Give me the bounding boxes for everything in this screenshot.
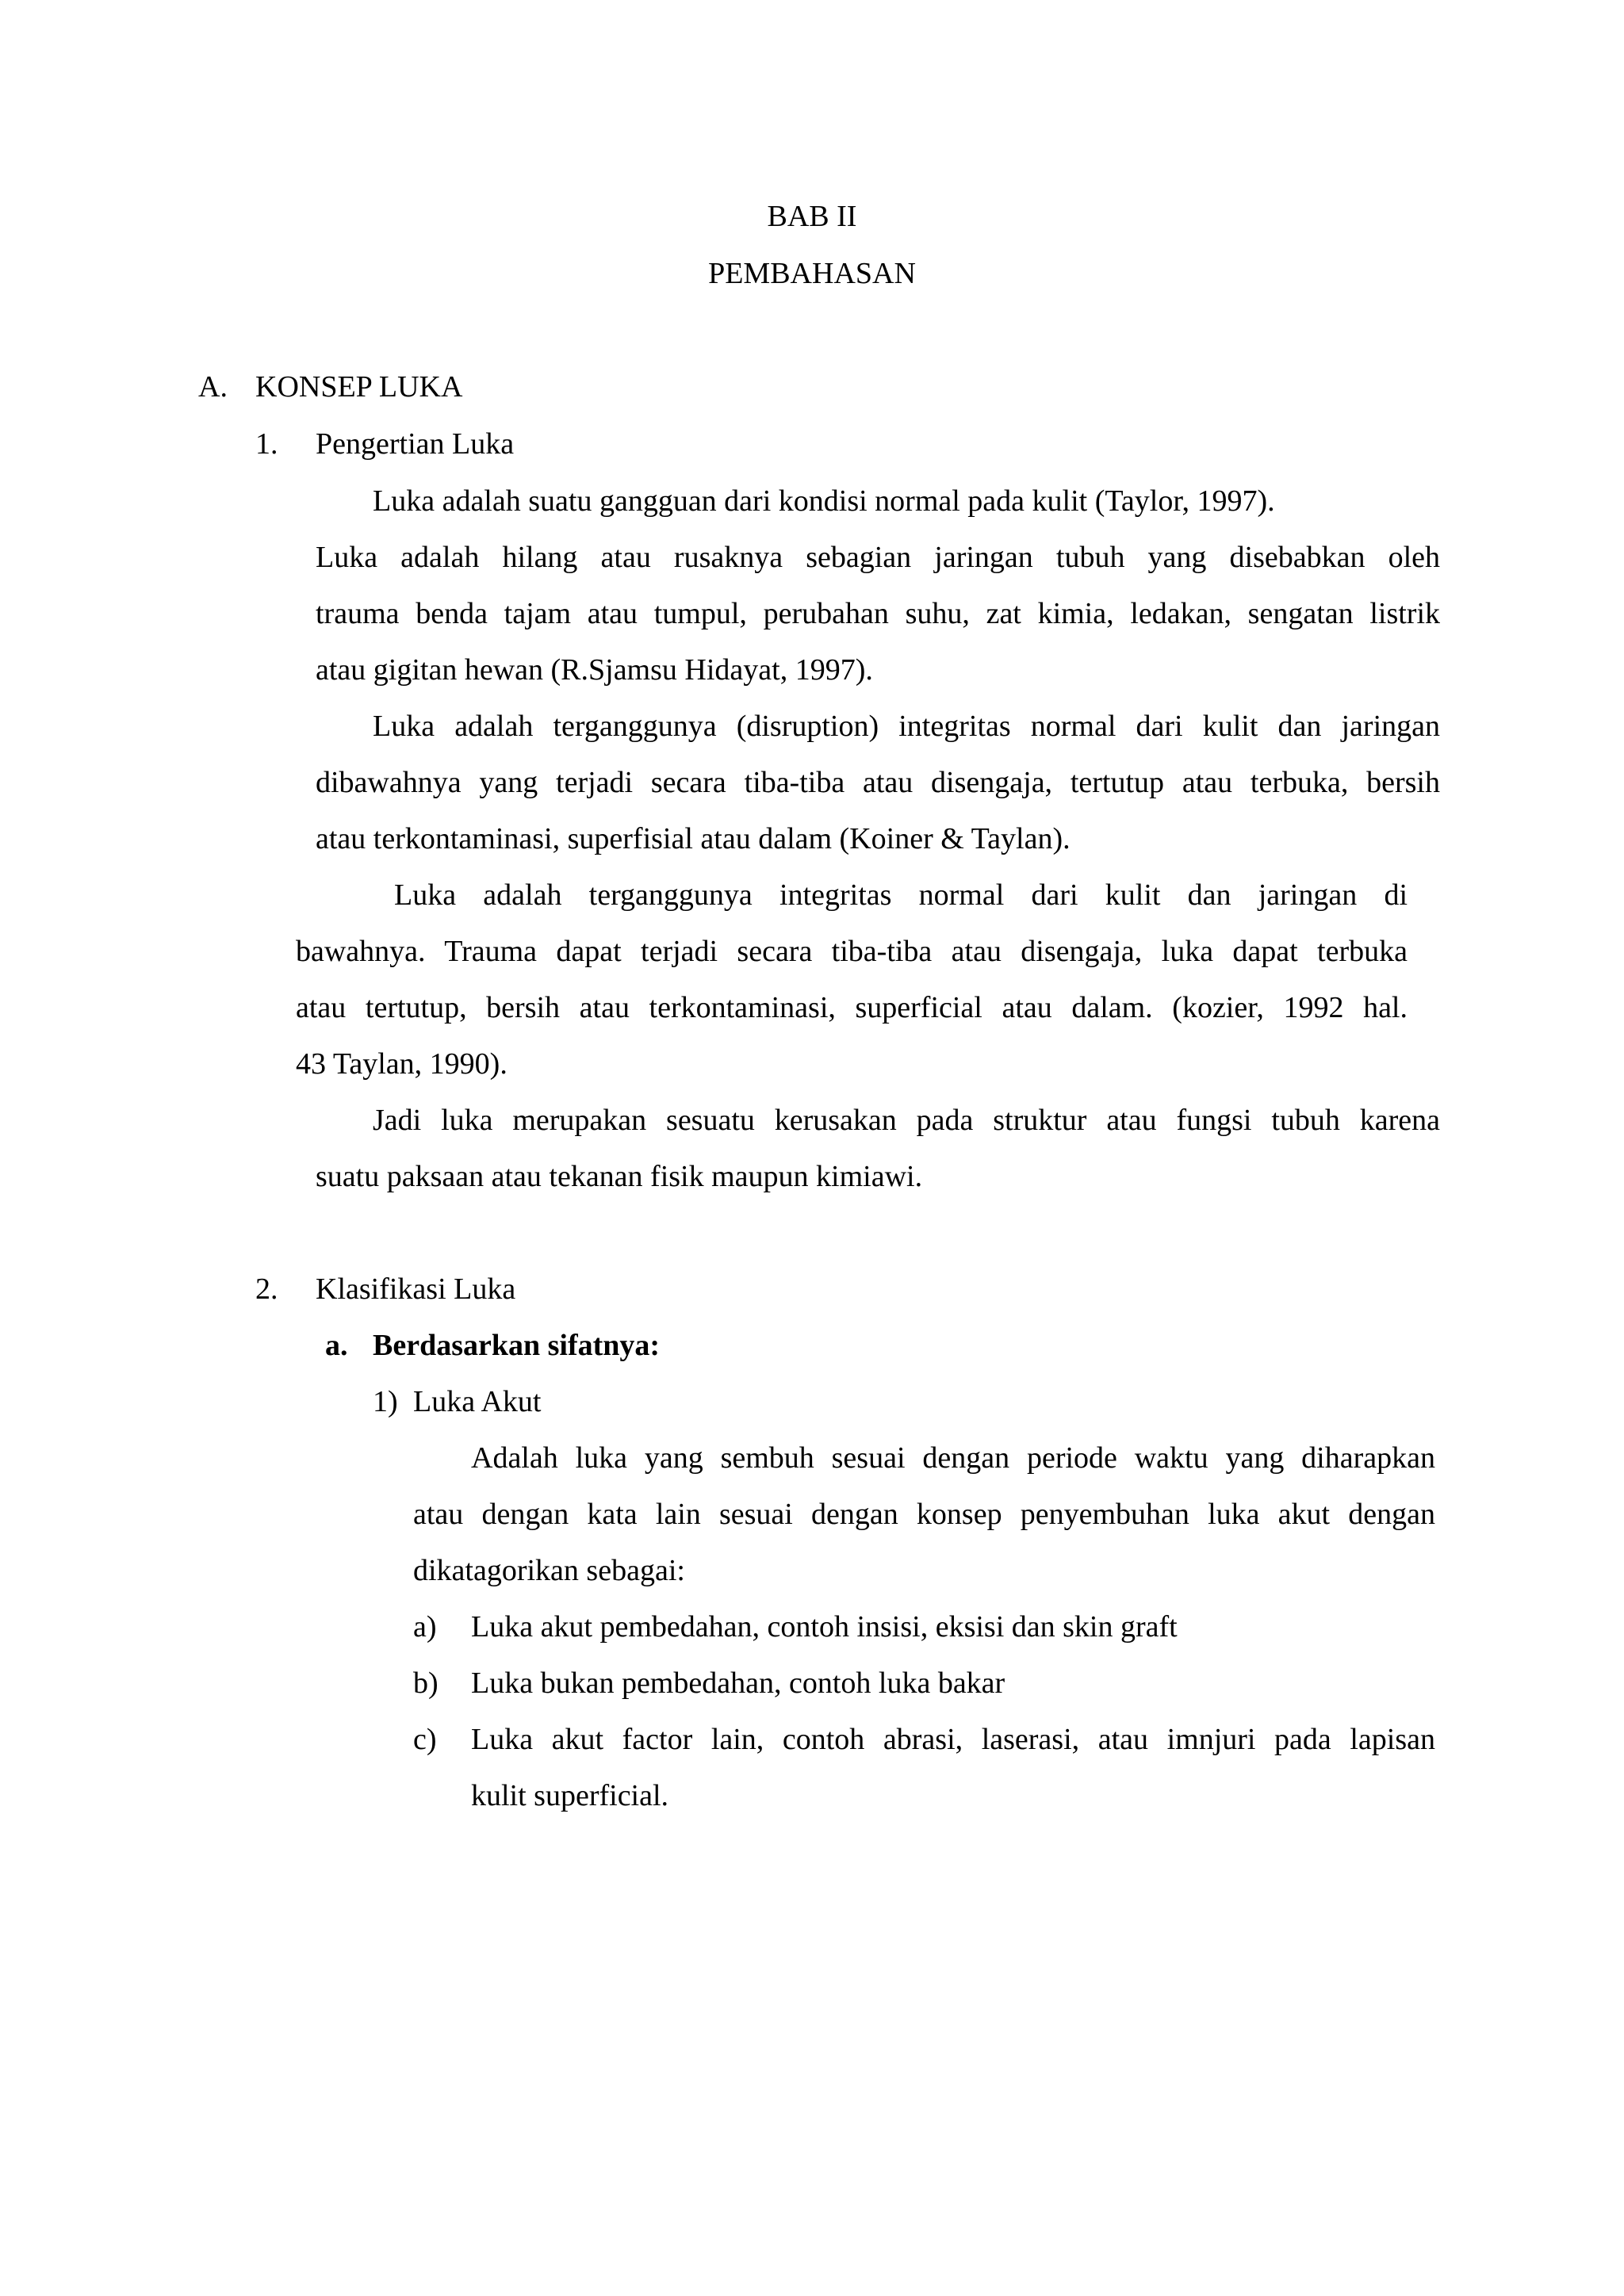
paragraph-line: Luka adalah suatu gangguan dari kondisi normal pada kulit (Taylor, 1997).	[373, 484, 1275, 518]
list-item: Luka akut factor lain, contoh abrasi, laserasi, atau imnjuri pada lapisan	[471, 1723, 1435, 1756]
paragraph-line: bawahnya. Trauma dapat terjadi secara tiba-tiba atau disengaja, luka dapat terbuka	[296, 935, 1408, 968]
paragraph-line: atau gigitan hewan (R.Sjamsu Hidayat, 1997).	[316, 653, 873, 687]
sub-1-marker: 1)	[373, 1385, 398, 1418]
paragraph-line: atau terkontaminasi, superfisial atau dalam (Koiner & Taylan).	[316, 822, 1071, 855]
paragraph-line: atau dengan kata lain sesuai dengan konsep penyembuhan luka akut dengan	[413, 1498, 1435, 1531]
paragraph-line: 43 Taylan, 1990).	[296, 1047, 508, 1081]
subsection-a-title: Berdasarkan sifatnya:	[373, 1329, 661, 1362]
item-2-title: Klasifikasi Luka	[316, 1272, 516, 1306]
item-1-marker: 1.	[255, 427, 278, 461]
paragraph-line: dikatagorikan sebagai:	[413, 1554, 685, 1587]
list-item: Luka akut pembedahan, contoh insisi, eksisi dan skin graft	[471, 1610, 1178, 1644]
list-item-marker: c)	[413, 1723, 437, 1756]
item-1-title: Pengertian Luka	[316, 427, 515, 461]
sub-1-title: Luka Akut	[413, 1385, 542, 1418]
item-2-marker: 2.	[255, 1272, 278, 1306]
section-a-title: KONSEP LUKA	[255, 370, 463, 404]
paragraph-line: Adalah luka yang sembuh sesuai dengan periode waktu yang diharapkan	[471, 1441, 1435, 1475]
list-item: kulit superficial.	[471, 1779, 669, 1812]
chapter-title: PEMBAHASAN	[708, 257, 916, 290]
paragraph-line: dibawahnya yang terjadi secara tiba-tiba atau disengaja, tertutup atau terbuka, bersih	[316, 766, 1440, 799]
paragraph-line: suatu paksaan atau tekanan fisik maupun kimiawi.	[316, 1160, 923, 1193]
paragraph-line: trauma benda tajam atau tumpul, perubahan suhu, zat kimia, ledakan, sengatan listrik	[316, 597, 1440, 630]
paragraph-line: Luka adalah terganggunya integritas normal dari kulit dan jaringan di	[394, 878, 1408, 912]
section-a-marker: A.	[198, 370, 228, 404]
paragraph-line: Jadi luka merupakan sesuatu kerusakan pada struktur atau fungsi tubuh karena	[373, 1104, 1440, 1137]
paragraph-line: Luka adalah terganggunya (disruption) integritas normal dari kulit dan jaringan	[373, 710, 1440, 743]
subsection-a-marker: a.	[325, 1329, 348, 1362]
list-item: Luka bukan pembedahan, contoh luka bakar	[471, 1667, 1005, 1700]
list-item-marker: a)	[413, 1610, 437, 1644]
paragraph-line: atau tertutup, bersih atau terkontaminasi, superficial atau dalam. (kozier, 1992 hal.	[296, 991, 1408, 1024]
list-item-marker: b)	[413, 1667, 439, 1700]
chapter-heading: BAB II	[767, 200, 857, 233]
paragraph-line: Luka adalah hilang atau rusaknya sebagian jaringan tubuh yang disebabkan oleh	[316, 541, 1440, 574]
